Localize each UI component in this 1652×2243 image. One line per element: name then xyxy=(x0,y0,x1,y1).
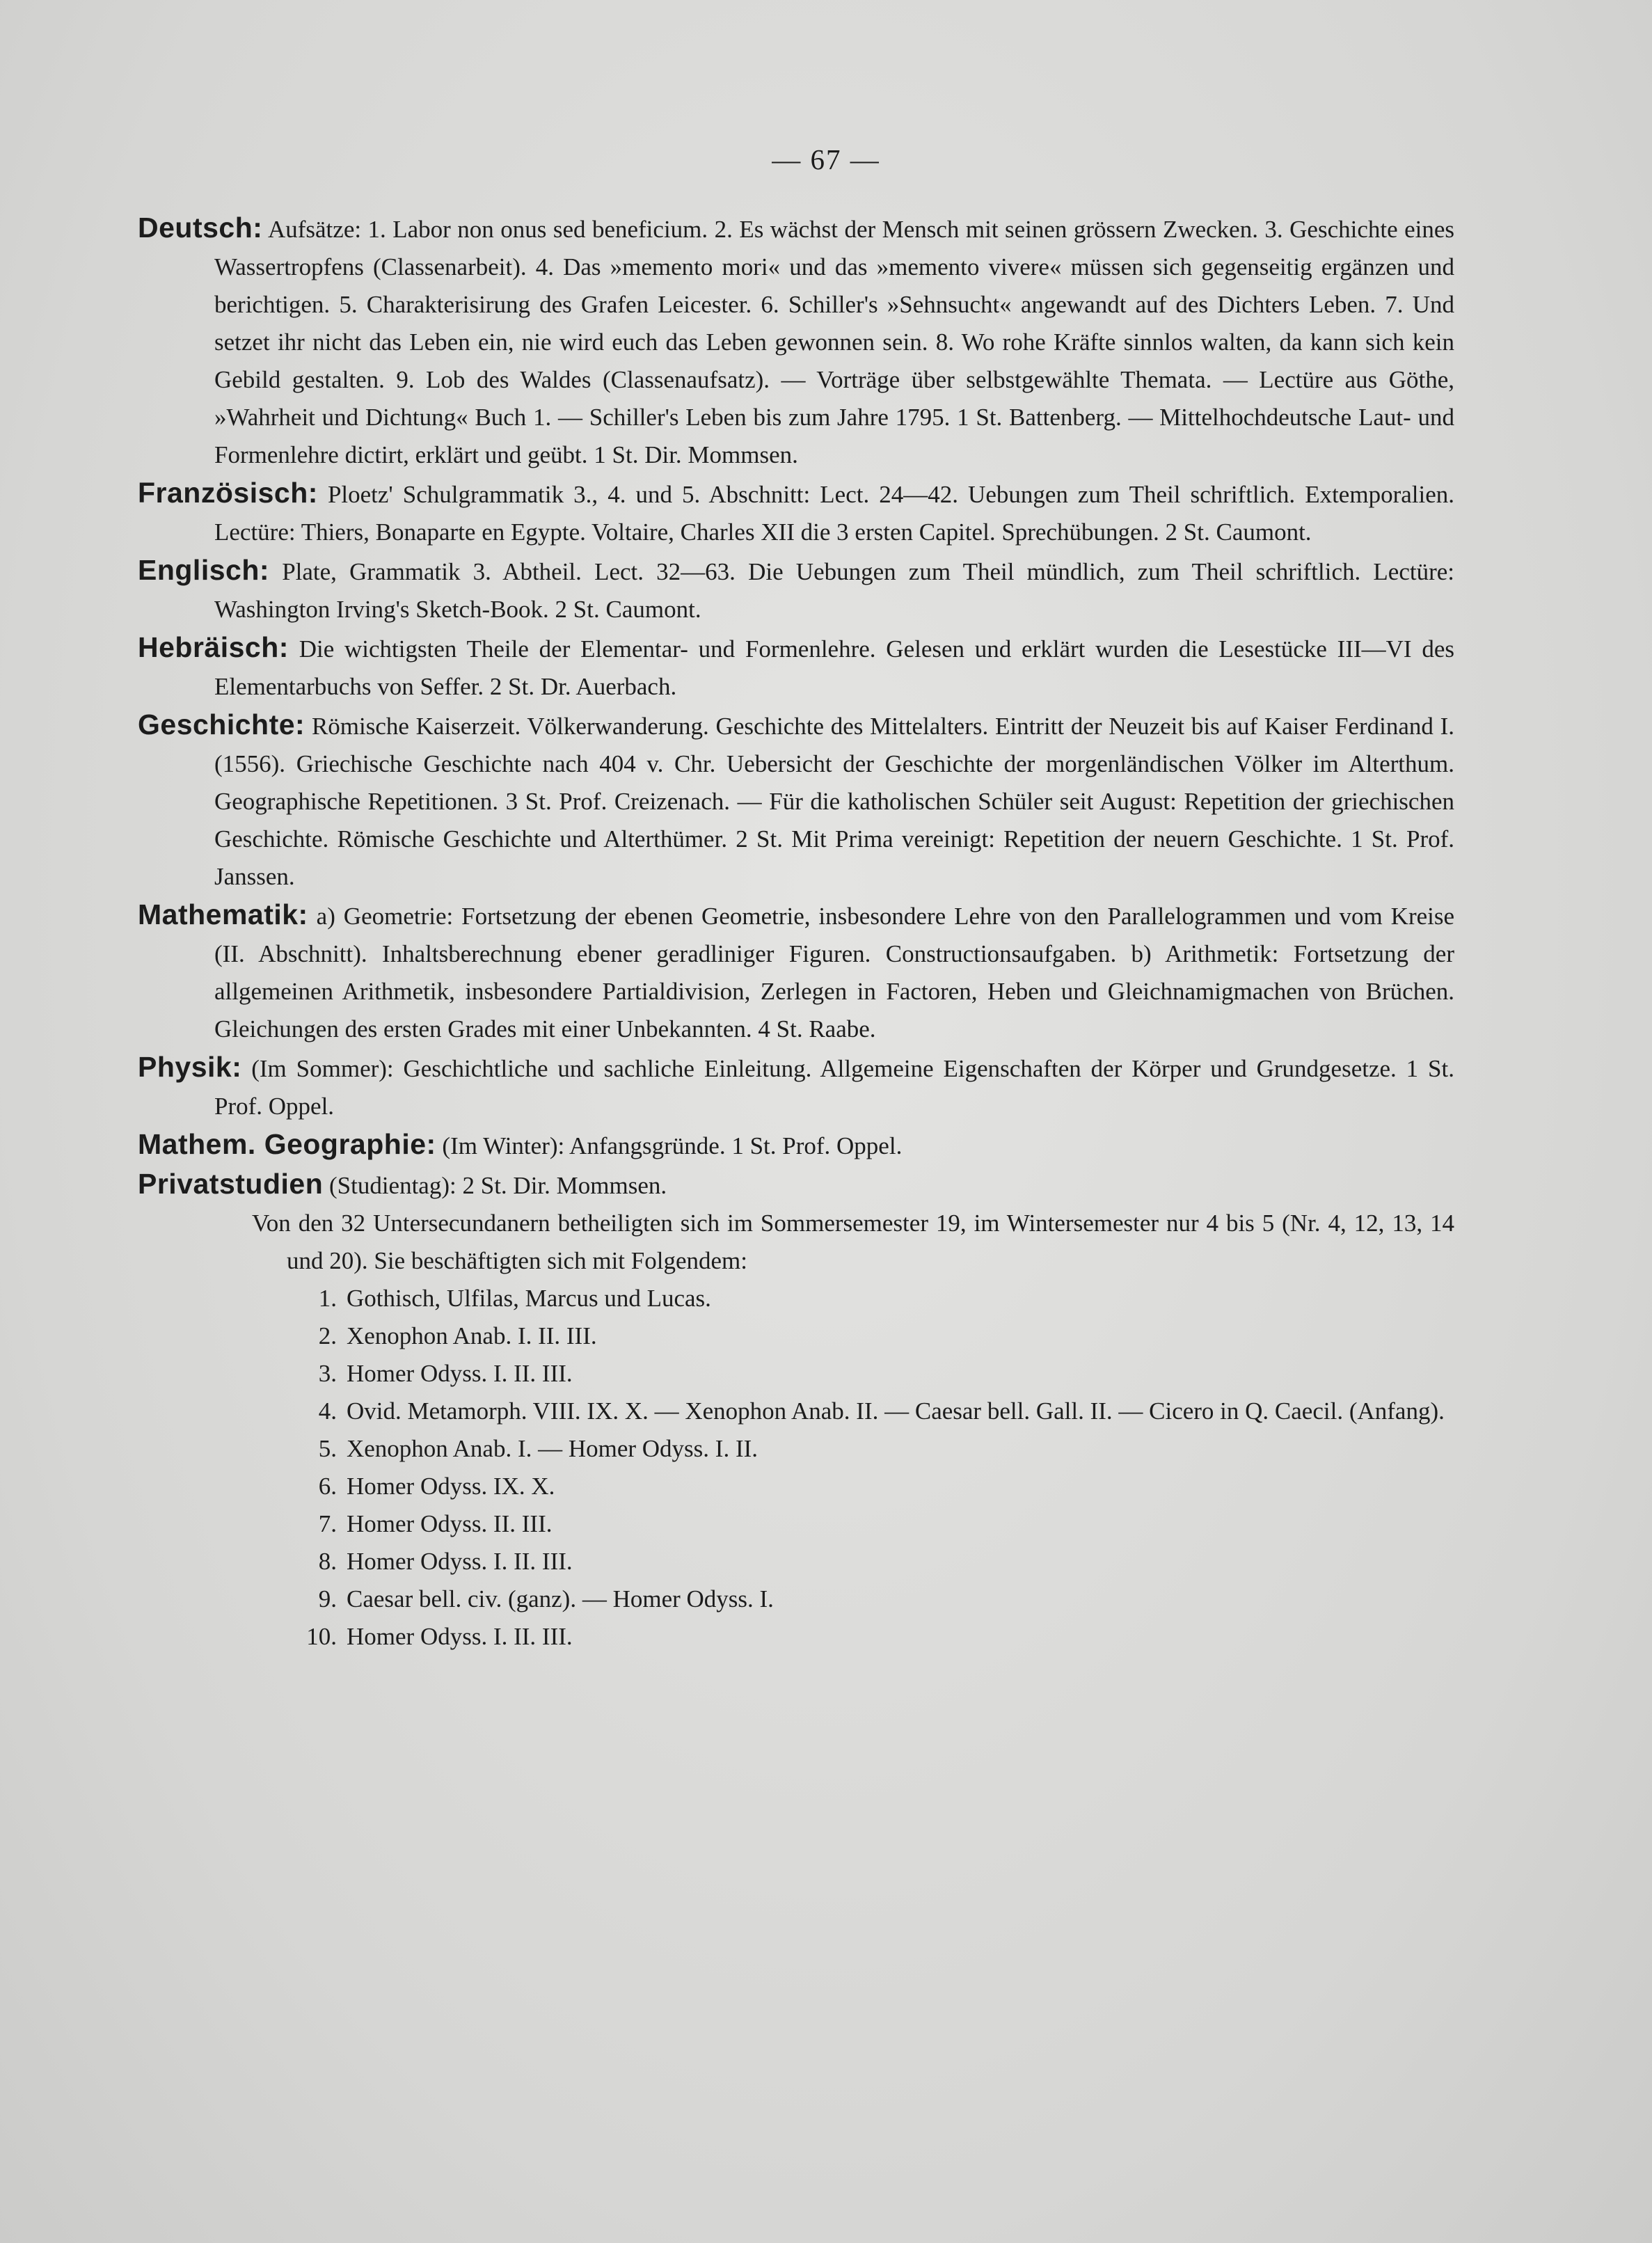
subject-heading: Privatstudien xyxy=(138,1168,324,1200)
subject-entry-mathem-geographie xyxy=(138,1125,1454,1165)
body-text xyxy=(138,209,1454,1656)
list-item-number: 9. xyxy=(318,1585,337,1612)
subject-heading: Physik: xyxy=(138,1051,242,1083)
subject-heading: Hebräisch: xyxy=(138,631,289,663)
subject-entry-privatstudien xyxy=(138,1165,1454,1205)
list-item xyxy=(318,1580,1454,1618)
list-item xyxy=(306,1618,1454,1656)
list-item-number: 5. xyxy=(318,1435,337,1462)
list-item-text: Xenophon Anab. I. II. III. xyxy=(347,1322,597,1349)
list-item-number: 10. xyxy=(306,1623,337,1650)
list-item-number: 2. xyxy=(318,1322,337,1349)
subject-entry-mathematik xyxy=(138,896,1454,1048)
subject-text: a) Geometrie: Fortsetzung der ebenen Geometrie, insbesondere Lehre von den Parallelogrammen und vom Kreise (II. Abschnitt). Inhaltsberechnung ebener geradliniger Figuren. Constructionsaufgaben. b) Arithmetik: Fortsetzung der allgemeinen Arithmetik, insbesondere Partialdivision, Zerlegen in Factoren, Heben und Gleichnamigmachen von Brüchen. Gleichungen des ersten Grades mit einer Unbekannten. 4 St. Raabe. xyxy=(214,903,1455,1043)
subject-text: (Studientag): 2 St. Dir. Mommsen. xyxy=(328,1172,667,1199)
reading-list xyxy=(138,1280,1454,1656)
subject-entry-deutsch xyxy=(138,209,1454,474)
subject-text: (Im Winter): Anfangsgründe. 1 St. Prof. Oppel. xyxy=(442,1132,903,1159)
list-item-text: Homer Odyss. I. II. III. xyxy=(347,1623,573,1650)
subject-heading: Mathem. Geographie: xyxy=(138,1128,436,1160)
subject-entry-englisch xyxy=(138,551,1454,628)
list-item-text: Ovid. Metamorph. VIII. IX. X. — Xenophon Anab. II. — Caesar bell. Gall. II. — Cicero in Q. Caecil. (Anfang). xyxy=(347,1397,1445,1425)
list-item xyxy=(318,1543,1454,1580)
list-item-number: 7. xyxy=(318,1510,337,1537)
subject-text: Aufsätze: 1. Labor non onus sed beneficium. 2. Es wächst der Mensch mit seinen grössern Zwecken. 3. Geschichte eines Wassertropfens (Classenarbeit). 4. Das »memento mori« und das »memento vivere« müssen sich gegenseitig ergänzen und berichtigen. 5. Charakterisirung des Grafen Leicester. 6. Schiller's »Sehnsucht« angewandt auf des Dichters Leben. 7. Und setzet ihr nicht das Leben ein, nie wird euch das Leben gewonnen sein. 8. Wo rohe Kräfte sinnlos walten, da kann sich kein Gebild gestalten. 9. Lob des Waldes (Classenaufsatz). — Vorträge über selbstgewählte Themata. — Lectüre aus Göthe, »Wahrheit und Dichtung« Buch 1. — Schiller's Leben bis zum Jahre 1795. 1 St. Battenberg. — Mittelhochdeutsche Laut- und Formenlehre dictirt, erklärt und geübt. 1 St. Dir. Mommsen. xyxy=(214,216,1454,468)
list-item-text: Homer Odyss. II. III. xyxy=(347,1510,553,1537)
list-item xyxy=(318,1430,1454,1468)
list-item-text: Gothisch, Ulfilas, Marcus und Lucas. xyxy=(347,1285,711,1312)
list-item xyxy=(318,1355,1454,1393)
list-item-number: 6. xyxy=(318,1473,337,1500)
subject-entry-franzoesisch xyxy=(138,474,1454,551)
subject-text: Plate, Grammatik 3. Abtheil. Lect. 32—63. Die Uebungen zum Theil mündlich, zum Theil schriftlich. Lectüre: Washington Irving's Sketch-Book. 2 St. Caumont. xyxy=(214,558,1454,623)
list-item xyxy=(318,1317,1454,1355)
subject-heading: Deutsch: xyxy=(138,212,263,244)
subject-entry-hebraeisch xyxy=(138,628,1454,706)
subject-heading: Geschichte: xyxy=(138,708,305,740)
subject-heading: Mathematik: xyxy=(138,898,308,930)
subject-entry-geschichte xyxy=(138,706,1454,896)
subject-text: (Im Sommer): Geschichtliche und sachliche Einleitung. Allgemeine Eigenschaften der Körper und Grundgesetze. 1 St. Prof. Oppel. xyxy=(214,1055,1454,1120)
subject-text: Ploetz' Schulgrammatik 3., 4. und 5. Abschnitt: Lect. 24—42. Uebungen zum Theil schriftlich. Extemporalien. Lectüre: Thiers, Bonaparte en Egypte. Voltaire, Charles XII die 3 ersten Capitel. Sprechübungen. 2 St. Caumont. xyxy=(214,481,1454,546)
list-item xyxy=(318,1393,1454,1430)
list-item-text: Homer Odyss. I. II. III. xyxy=(347,1548,573,1575)
page-number: — 67 — xyxy=(772,143,880,175)
subject-text: Die wichtigsten Theile der Elementar- und Formenlehre. Gelesen und erklärt wurden die Lesestücke III—VI des Elementarbuchs von Seffer. 2 St. Dr. Auerbach. xyxy=(214,635,1455,700)
intro-paragraph: Von den 32 Untersecundanern betheiligten sich im Sommersemester 19, im Wintersemester nur 4 bis 5 (Nr. 4, 12, 13, 14 und 20). Sie beschäftigten sich mit Folgendem: xyxy=(252,1210,1454,1274)
list-item xyxy=(318,1505,1454,1543)
list-item xyxy=(318,1468,1454,1505)
subject-heading: Englisch: xyxy=(138,554,270,586)
subject-heading: Französisch: xyxy=(138,477,318,509)
list-item-number: 1. xyxy=(318,1285,337,1312)
list-item xyxy=(318,1280,1454,1317)
list-item-text: Homer Odyss. IX. X. xyxy=(347,1473,555,1500)
list-item-text: Caesar bell. civ. (ganz). — Homer Odyss. I. xyxy=(347,1585,774,1612)
subject-entry-physik xyxy=(138,1048,1454,1125)
list-item-number: 4. xyxy=(318,1397,337,1425)
list-item-number: 8. xyxy=(318,1548,337,1575)
list-item-text: Xenophon Anab. I. — Homer Odyss. I. II. xyxy=(347,1435,759,1462)
list-item-text: Homer Odyss. I. II. III. xyxy=(347,1360,573,1387)
subject-text: Römische Kaiserzeit. Völkerwanderung. Geschichte des Mittelalters. Eintritt der Neuzeit bis auf Kaiser Ferdinand I. (1556). Griechische Geschichte nach 404 v. Chr. Uebersicht der Geschichte der morgenländischen Völker im Alterthum. Geographische Repetitionen. 3 St. Prof. Creizenach. — Für die katholischen Schüler seit August: Repetition der griechischen Geschichte. Römische Geschichte und Alterthümer. 2 St. Mit Prima vereinigt: Repetition der neuern Geschichte. 1 St. Prof. Janssen. xyxy=(214,713,1454,890)
list-item-number: 3. xyxy=(318,1360,337,1387)
